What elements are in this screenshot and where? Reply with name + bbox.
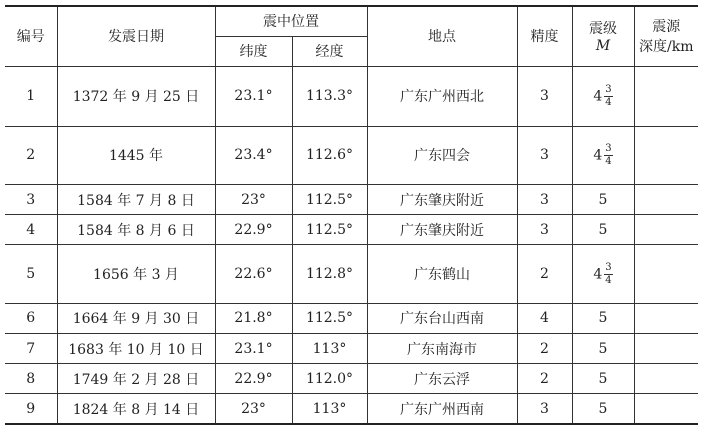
cell-lon: 112.5° — [292, 303, 367, 333]
cell-precision: 3 — [517, 126, 572, 184]
header-lon: 经度 — [292, 36, 367, 66]
header-magnitude-label: 震级 — [589, 21, 617, 38]
cell-lon: 112.6° — [292, 126, 367, 184]
header-no: 编号 — [5, 6, 57, 66]
header-date: 发震日期 — [57, 6, 215, 66]
earthquake-table — [5, 5, 698, 425]
cell-date: 1824 年 8 月 14 日 — [57, 394, 215, 424]
cell-precision: 3 — [517, 215, 572, 245]
cell-depth — [634, 394, 698, 424]
fraction-numerator: 3 — [605, 261, 612, 273]
cell-date: 1683 年 10 月 10 日 — [57, 333, 215, 363]
cell-magnitude: 5 — [572, 215, 634, 245]
cell-date: 1664 年 9 月 30 日 — [57, 303, 215, 333]
header-depth-unit: 深度/km — [639, 39, 694, 56]
table-row — [5, 333, 698, 363]
magnitude-integer: 4 — [593, 266, 603, 283]
magnitude-integer: 4 — [593, 88, 603, 105]
magnitude-fraction — [604, 84, 612, 109]
cell-precision: 2 — [517, 245, 572, 303]
table-row — [5, 303, 698, 333]
fraction-denominator: 4 — [605, 155, 612, 167]
cell-lon: 112.5° — [292, 215, 367, 245]
cell-depth — [634, 185, 698, 215]
magnitude-integer: 4 — [593, 147, 603, 164]
cell-lat: 23.4° — [215, 126, 292, 184]
cell-precision: 3 — [517, 394, 572, 424]
fraction-denominator: 4 — [605, 274, 612, 286]
cell-magnitude: 5 — [572, 303, 634, 333]
cell-place: 广东肇庆附近 — [367, 215, 517, 245]
cell-place: 广东台山西南 — [367, 303, 517, 333]
cell-place: 广东肇庆附近 — [367, 185, 517, 215]
cell-date: 1445 年 — [57, 126, 215, 184]
cell-lat: 23.1° — [215, 66, 292, 126]
cell-depth — [634, 364, 698, 394]
cell-magnitude — [572, 66, 634, 126]
cell-no: 6 — [5, 303, 57, 333]
header-place: 地点 — [367, 6, 517, 66]
cell-depth — [634, 245, 698, 303]
cell-date: 1372 年 9 月 25 日 — [57, 66, 215, 126]
cell-no: 3 — [5, 185, 57, 215]
cell-no: 8 — [5, 364, 57, 394]
cell-lat: 22.9° — [215, 215, 292, 245]
cell-magnitude: 5 — [572, 333, 634, 363]
cell-no: 2 — [5, 126, 57, 184]
cell-lon: 112.5° — [292, 185, 367, 215]
cell-lon: 112.8° — [292, 245, 367, 303]
header-depth-label: 震源 — [652, 19, 681, 36]
cell-lat: 23.1° — [215, 333, 292, 363]
table-row — [5, 245, 698, 303]
cell-no: 4 — [5, 215, 57, 245]
cell-place: 广东南海市 — [367, 333, 517, 363]
cell-precision: 2 — [517, 333, 572, 363]
header-magnitude-symbol: M — [595, 38, 611, 55]
cell-depth — [634, 303, 698, 333]
cell-lat: 23° — [215, 394, 292, 424]
header-precision: 精度 — [517, 6, 572, 66]
cell-magnitude: 5 — [572, 394, 634, 424]
cell-no: 1 — [5, 66, 57, 126]
cell-precision: 4 — [517, 303, 572, 333]
table-row — [5, 126, 698, 184]
header-magnitude — [572, 6, 634, 66]
cell-magnitude — [572, 126, 634, 184]
cell-depth — [634, 126, 698, 184]
cell-depth — [634, 333, 698, 363]
magnitude-fraction — [604, 143, 612, 168]
cell-magnitude — [572, 245, 634, 303]
table-row — [5, 394, 698, 424]
cell-lon: 112.0° — [292, 364, 367, 394]
cell-precision: 3 — [517, 66, 572, 126]
cell-lat: 23° — [215, 185, 292, 215]
fraction-numerator: 3 — [605, 83, 612, 95]
table-row — [5, 215, 698, 245]
cell-place: 广东四会 — [367, 126, 517, 184]
cell-depth — [634, 215, 698, 245]
cell-date: 1749 年 2 月 28 日 — [57, 364, 215, 394]
cell-lon: 113.3° — [292, 66, 367, 126]
cell-precision: 2 — [517, 364, 572, 394]
cell-depth — [634, 66, 698, 126]
cell-date: 1584 年 7 月 8 日 — [57, 185, 215, 215]
cell-no: 7 — [5, 333, 57, 363]
table-row — [5, 364, 698, 394]
table-row — [5, 185, 698, 215]
cell-place: 广东鹤山 — [367, 245, 517, 303]
cell-lat: 22.9° — [215, 364, 292, 394]
header-lat: 纬度 — [215, 36, 292, 66]
cell-precision: 3 — [517, 185, 572, 215]
cell-no: 5 — [5, 245, 57, 303]
fraction-numerator: 3 — [605, 142, 612, 154]
cell-lon: 113° — [292, 333, 367, 363]
cell-place: 广东云浮 — [367, 364, 517, 394]
cell-date: 1584 年 8 月 6 日 — [57, 215, 215, 245]
cell-magnitude: 5 — [572, 364, 634, 394]
cell-lon: 113° — [292, 394, 367, 424]
cell-date: 1656 年 3 月 — [57, 245, 215, 303]
cell-place: 广东广州西南 — [367, 394, 517, 424]
cell-lat: 22.6° — [215, 245, 292, 303]
table-row — [5, 66, 698, 126]
cell-place: 广东广州西北 — [367, 66, 517, 126]
magnitude-fraction — [604, 262, 612, 287]
cell-no: 9 — [5, 394, 57, 424]
header-depth — [634, 6, 698, 66]
cell-magnitude: 5 — [572, 185, 634, 215]
fraction-denominator: 4 — [605, 96, 612, 108]
header-location-group: 震中位置 — [215, 6, 367, 36]
cell-lat: 21.8° — [215, 303, 292, 333]
